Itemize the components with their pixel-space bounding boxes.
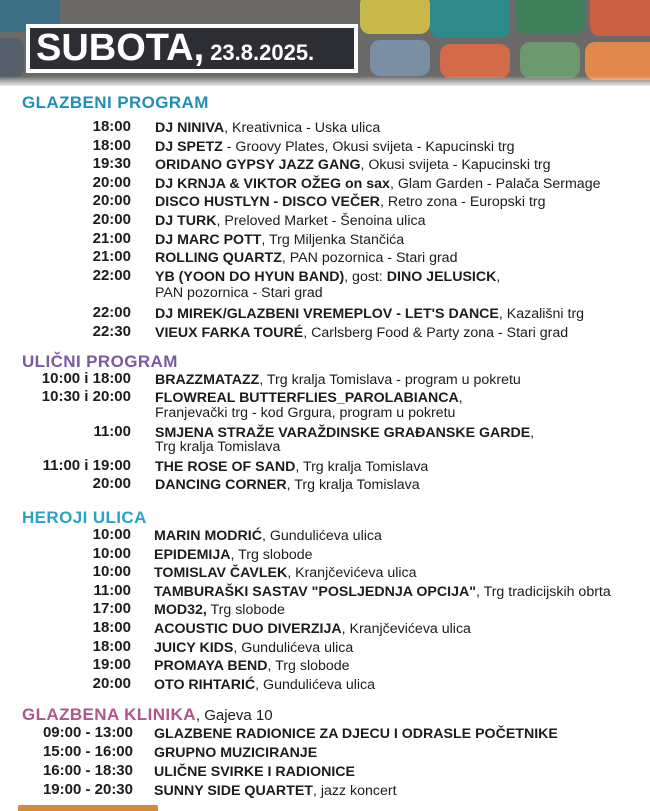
time: 20:00 [92, 475, 131, 493]
time: 17:00 [92, 600, 131, 618]
schedule-item [154, 676, 375, 694]
schedule-item [155, 212, 425, 230]
performer-name: ROLLING QUARTZ [155, 250, 282, 267]
banner-tile [590, 0, 650, 36]
performer-name: TOMISLAV ČAVLEK [154, 565, 288, 582]
time: 11:00 [93, 581, 131, 599]
venue: , Kranjčevićeva ulica [287, 565, 417, 582]
time: 20:00 [92, 211, 131, 228]
time: 11:00 [93, 422, 131, 440]
time: 22:00 [92, 304, 131, 321]
time: 10:00 [92, 544, 131, 562]
performer-name: DJ MIREK/GLAZBENI VREMEPLOV - LET'S DANCE [155, 306, 499, 322]
performer-name: DJ KRNJA & VIKTOR OŽEG on sax [155, 175, 390, 192]
schedule-item [154, 657, 350, 675]
venue: , Gundulićeva ulica [255, 676, 376, 693]
banner-tile [520, 42, 580, 78]
performer-name: PROMAYA BEND [154, 658, 268, 675]
schedule-item [155, 138, 515, 156]
performer-name: GRUPNO MUZICIRANJE [154, 745, 318, 761]
venue: , Okusi svijeta - Kapucinski trg [360, 157, 551, 174]
venue: , Trg slobode [267, 658, 350, 675]
venue: , Carlsberg Food & Party zona - Stari grad [303, 324, 569, 341]
schedule-item [155, 476, 420, 494]
schedule-item [155, 156, 551, 174]
time: 09:00 - 13:00 [42, 724, 133, 741]
schedule-item [155, 175, 600, 193]
time: 20:00 [92, 674, 131, 692]
heading-klinika-location: , Gajeva 10 [195, 707, 273, 724]
schedule-item [155, 458, 428, 476]
venue: , Trg kralja Tomislava [295, 458, 429, 475]
venue: , gost: [344, 268, 387, 285]
time: 20:00 [92, 173, 131, 191]
performer-name: GLAZBENE RADIONICE ZA DJECU I ODRASLE POČETNIKE [154, 726, 558, 742]
schedule-item [154, 725, 558, 743]
schedule-item [155, 119, 380, 137]
heading-glazbena-klinika [22, 705, 273, 725]
schedule-item [154, 763, 355, 781]
venue-continuation: Trg kralja Tomislava [155, 438, 281, 455]
time: 18:00 [92, 637, 131, 655]
schedule-item [154, 744, 317, 762]
performer-name: SUNNY SIDE QUARTET [154, 783, 313, 799]
time: 11:00 i 19:00 [42, 456, 131, 474]
day-title-box [26, 24, 358, 73]
performer-name: JUICY KIDS [154, 639, 234, 656]
performer-name: ORIDANO GYPSY JAZZ GANG [155, 157, 361, 174]
time: 16:00 - 18:30 [42, 762, 133, 779]
venue: , Preloved Market - Šenoina ulica [216, 213, 426, 229]
performer-name: EPIDEMIJA [154, 546, 231, 563]
banner-fade [0, 76, 650, 86]
banner-tile [585, 42, 650, 80]
banner-tile [515, 0, 585, 34]
heading-ulicni-program: ULIČNI PROGRAM [22, 352, 178, 371]
schedule-item [155, 371, 521, 389]
time: 21:00 [92, 229, 131, 247]
venue-punct: , [496, 268, 501, 285]
banner-tile [440, 44, 510, 78]
venue: , Kreativnica - Uska ulica [224, 120, 381, 136]
performer-name: DJ SPETZ [155, 138, 223, 155]
venue: , Trg slobode [230, 546, 313, 563]
performer-name: THE ROSE OF SAND [155, 458, 296, 475]
venue: , Trg kralja Tomislava - program u pokretu [259, 372, 521, 388]
time: 18:00 [92, 136, 131, 154]
venue: , jazz koncert [312, 783, 397, 799]
time: 10:00 [92, 526, 131, 543]
schedule-item [154, 782, 397, 800]
time: 19:30 [92, 155, 131, 173]
schedule-item [154, 601, 285, 619]
schedule-item [154, 583, 611, 601]
venue: , Kranjčevićeva ulica [341, 621, 471, 637]
time: 21:00 [92, 248, 131, 266]
venue-continuation: PAN pozornica - Stari grad [155, 285, 323, 302]
schedule-item [154, 546, 313, 564]
time: 20:00 [92, 192, 131, 210]
performer-name: MOD32, [154, 602, 207, 619]
banner-tile [0, 38, 24, 78]
venue: , Trg Miljenka Stančića [261, 231, 405, 248]
schedule-item [155, 305, 584, 323]
time: 18:00 [92, 118, 131, 135]
performer-name: TAMBURAŠKI SASTAV "POSLJEDNJA OPCIJA" [154, 583, 476, 600]
time: 19:00 - 20:30 [42, 781, 133, 798]
performer-name: MARIN MODRIĆ [154, 528, 262, 544]
venue: , Retro zona - Europski trg [379, 194, 546, 211]
venue: , Kazališni trg [498, 306, 585, 322]
schedule-item [154, 620, 471, 638]
schedule-item [154, 639, 353, 657]
schedule-item [154, 564, 417, 582]
performer-name: DJ MARC POTT [155, 231, 262, 248]
schedule-item [155, 268, 500, 286]
next-heading-cut [18, 803, 168, 811]
heading-glazbeni-program: GLAZBENI PROGRAM [22, 93, 209, 112]
performer-name: DANCING CORNER [155, 477, 287, 494]
performer-name: OTO RIHTARIĆ [154, 676, 256, 693]
schedule-item [155, 249, 457, 267]
schedule-item [155, 324, 568, 342]
heading-klinika-title: GLAZBENA KLINIKA [22, 705, 196, 724]
time: 10:00 i 18:00 [41, 370, 131, 387]
venue: , Glam Garden - Palača Sermage [389, 175, 601, 192]
performer-name: DISCO HUSTLYN - DISCO VEČER [155, 194, 380, 211]
venue: , PAN pozornica - Stari grad [281, 250, 458, 267]
performer-name: FLOWREAL BUTTERFLIES_PAROLABIANCA [155, 390, 459, 407]
venue: - Groovy Plates, Okusi svijeta - Kapucinski trg [222, 138, 515, 155]
venue: , Trg kralja Tomislava [286, 477, 420, 494]
heading-heroji-ulica: HEROJI ULICA [22, 508, 147, 527]
schedule-item [154, 527, 382, 545]
schedule-item [155, 193, 546, 211]
time: 10:00 [92, 563, 131, 581]
performer-name: SMJENA STRAŽE VARAŽDINSKE GRAĐANSKE GARDE [155, 424, 531, 441]
performer-name: VIEUX FARKA TOURÉ [155, 324, 304, 341]
time: 22:30 [92, 322, 131, 340]
banner-tile [370, 40, 430, 76]
banner-tile [430, 0, 510, 38]
venue-continuation: Franjevački trg - kod Grgura, program u pokretu [155, 404, 456, 421]
day-title: SUBOTA, [36, 27, 205, 69]
venue: , [530, 424, 535, 441]
performer-name: DJ NINIVA [155, 120, 225, 136]
performer-name: BRAZZMATAZZ [155, 372, 260, 388]
guest-name: DINO JELUSICK [386, 268, 497, 285]
time: 10:30 i 20:00 [41, 388, 131, 406]
venue: , [458, 390, 463, 407]
header-banner [0, 0, 650, 86]
time: 22:00 [92, 266, 131, 284]
performer-name: ACOUSTIC DUO DIVERZIJA [154, 621, 342, 637]
venue: , Gundulićeva ulica [261, 528, 382, 544]
time: 15:00 - 16:00 [42, 743, 133, 760]
next-heading-fragment [18, 805, 158, 811]
time: 18:00 [92, 619, 131, 636]
day-date: 23.8.2025. [210, 40, 315, 65]
banner-tile [360, 0, 430, 34]
venue: , Gundulićeva ulica [233, 639, 354, 656]
venue: Trg slobode [206, 602, 285, 619]
schedule-item [155, 231, 404, 249]
time: 19:00 [92, 656, 131, 674]
performer-name: YB (YOON DO HYUN BAND) [155, 268, 345, 285]
performer-name: ULIČNE SVIRKE I RADIONICE [154, 764, 356, 780]
venue: , Trg tradicijskih obrta [475, 583, 611, 600]
performer-name: DJ TURK [155, 213, 217, 229]
